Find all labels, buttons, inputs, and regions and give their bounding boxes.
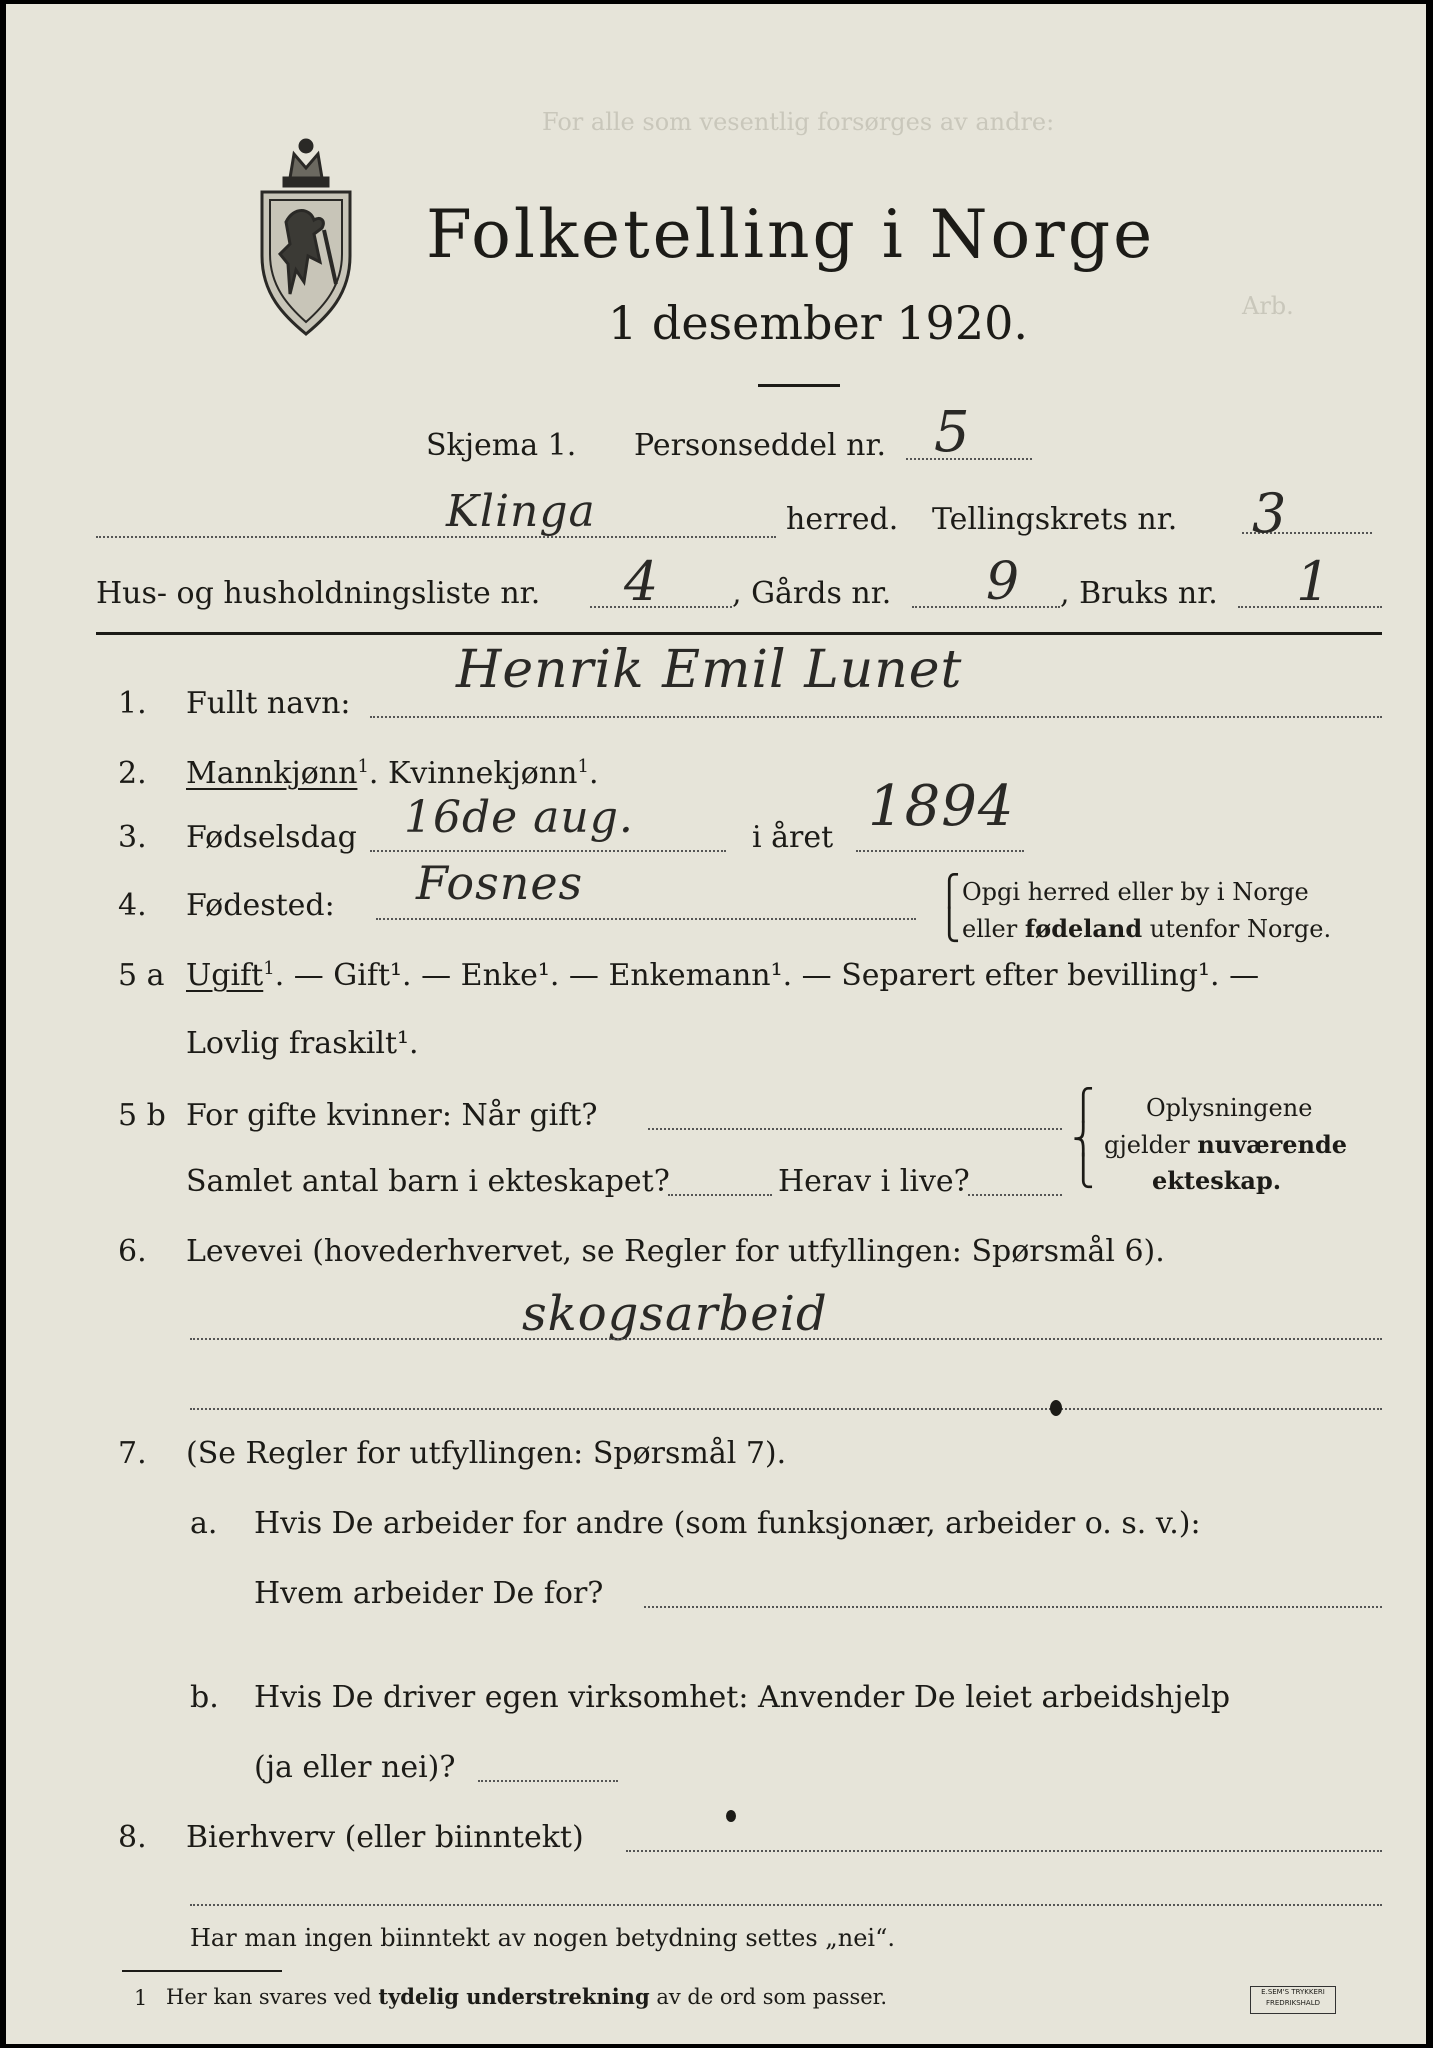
form-title: Folketelling i Norge [426,196,1156,273]
birthday-value: 16de aug. [404,792,634,843]
birth-year-field[interactable] [856,850,1024,852]
gards-label: , Gårds nr. [732,576,892,611]
q3-number: 3. [118,820,147,855]
census-form-page [6,4,1426,2044]
herred-field[interactable] [96,536,776,538]
side-income-field-line2[interactable] [190,1904,1382,1906]
herred-value: Klinga [446,486,596,537]
skjema-label: Skjema 1. [426,428,577,463]
option-ugift[interactable]: Ugift [186,958,264,993]
husholdningsliste-field[interactable] [590,606,732,608]
option-kvinnekjonn[interactable]: Kvinnekjønn [387,756,578,791]
q7a-question: Hvis De arbeider for andre (som funksjonær, arbeider o. s. v.): [254,1506,1201,1541]
footnote-text: Her kan svares ved tydelig understrekning av de ord som passer. [166,1984,888,2009]
gards-value: 9 [986,552,1021,612]
occupation-value: skogsarbeid [522,1286,828,1342]
occupation-label: Levevei (hovederhvervet, se Regler for utfyllingen: Spørsmål 6). [186,1234,1165,1269]
form-date: 1 desember 1920. [608,296,1028,350]
side-income-field[interactable] [626,1850,1382,1852]
birthplace-field[interactable] [376,918,916,920]
birthday-field[interactable] [370,850,726,852]
brace-icon: ⎨ [1072,1122,1095,1157]
printer-stamp: E.SEM'S TRYKKERI FREDRIKSHALD [1250,1986,1336,2014]
side-income-note: Har man ingen biinntekt av nogen betydning settes „nei“. [190,1924,895,1952]
q1-label: Fullt navn: [186,686,351,721]
husholdningsliste-value: 4 [624,550,660,613]
children-total-field[interactable] [668,1194,772,1196]
marriage-note-line2: gjelder nuværende [1104,1130,1348,1159]
q7b-letter: b. [190,1680,219,1715]
bruks-value: 1 [1296,550,1332,613]
full-name-field[interactable] [370,716,1382,718]
hired-help-label: (ja eller nei)? [254,1750,456,1785]
occupation-field[interactable] [190,1338,1382,1340]
married-when-field[interactable] [648,1128,1062,1130]
q1-number: 1. [118,686,147,721]
birthday-label: Fødselsdag [186,820,357,855]
hired-help-field[interactable] [478,1780,618,1782]
marital-status-options: Ugift$^1$. — Gift¹. — Enke¹. — Enkemann¹. — Separert efter bevilling¹. — [186,958,1260,993]
tellingskrets-value: 3 [1252,482,1288,545]
coat-of-arms-icon [250,134,362,344]
birth-year-label: i året [752,820,834,855]
ink-spot [726,1810,736,1822]
q7-label: (Se Regler for utfyllingen: Spørsmål 7). [186,1436,787,1471]
option-lovlig-fraskilt[interactable]: Lovlig fraskilt¹. [186,1026,419,1061]
tellingskrets-label: Tellingskrets nr. [932,502,1178,537]
occupation-field-line2[interactable] [190,1408,1382,1410]
children-alive-field[interactable] [968,1194,1062,1196]
herred-label: herred. [786,502,899,537]
bruks-label: , Bruks nr. [1060,576,1218,611]
employer-label: Hvem arbeider De for? [254,1576,604,1611]
side-income-label: Bierhverv (eller biinntekt) [186,1820,584,1855]
married-when-label: For gifte kvinner: Når gift? [186,1098,598,1133]
brace-icon: ⎧ [938,874,961,909]
brace-icon: ⎧ [1072,1088,1095,1123]
bleed-through-text: For alle som vesentlig forsørges av andre: [542,108,1055,136]
brace-icon: ⎩ [1072,1154,1095,1189]
birthplace-note-line1: Opgi herred eller by i Norge [962,878,1309,906]
children-total-label: Samlet antal barn i ekteskapet? [186,1164,670,1199]
q8-number: 8. [118,1820,147,1855]
personseddel-value: 5 [934,400,971,465]
footnote-rule [122,1970,282,1972]
birthplace-value: Fosnes [416,856,584,910]
marriage-note-line1: Oplysningene [1146,1094,1313,1122]
employer-field[interactable] [644,1606,1382,1608]
birth-year-value: 1894 [868,774,1015,839]
children-alive-label: Herav i live? [778,1164,970,1199]
option-mannkjonn[interactable]: Mannkjønn [186,756,358,791]
birthplace-label: Fødested: [186,888,335,923]
birthplace-note-line2: eller fødeland utenfor Norge. [962,914,1332,943]
header-rule [96,632,1382,635]
gender-options: Mannkjønn$^1$. Kvinnekjønn$^1$. [186,756,599,791]
q6-number: 6. [118,1234,147,1269]
bleed-through-text: Arb. [1242,292,1294,320]
marriage-note-line3: ekteskap. [1152,1166,1282,1195]
q7-number: 7. [118,1436,147,1471]
husholdningsliste-label: Hus- og husholdningsliste nr. [96,576,541,611]
ink-spot [1050,1400,1062,1416]
q2-number: 2. [118,756,147,791]
q4-number: 4. [118,888,147,923]
q7a-letter: a. [190,1506,218,1541]
q5b-number: 5 b [118,1098,166,1133]
q7b-question: Hvis De driver egen virksomhet: Anvender De leiet arbeidshjelp [254,1680,1231,1715]
q5a-number: 5 a [118,958,165,993]
full-name-value: Henrik Emil Lunet [456,640,963,700]
personseddel-label: Personseddel nr. [634,428,887,463]
title-divider [758,384,840,387]
footnote-number: 1 [134,1986,148,2010]
brace-icon: ⎩ [938,908,961,943]
